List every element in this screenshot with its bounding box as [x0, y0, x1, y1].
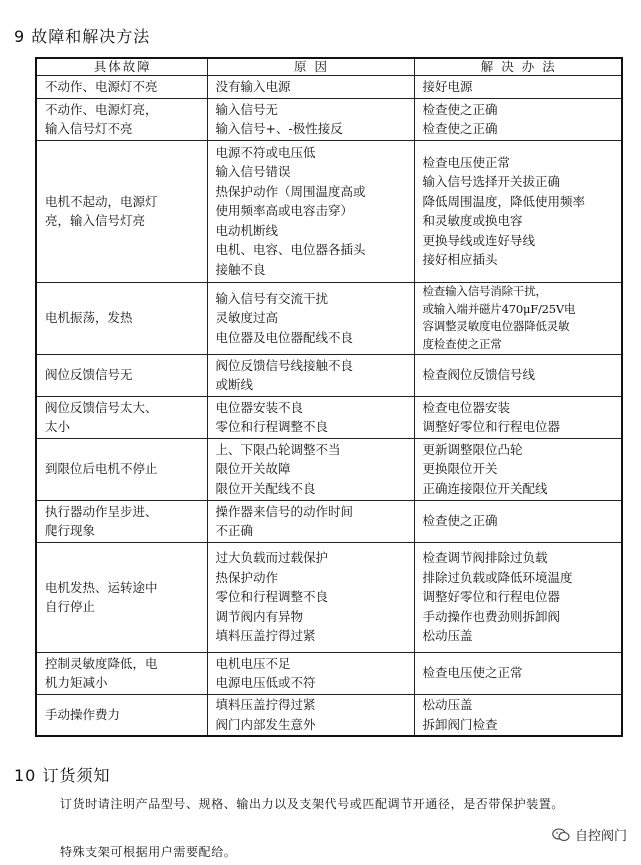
solution-cell	[414, 140, 622, 282]
cause-cell	[207, 98, 414, 140]
fault-cell-text: 阀位反馈信号无	[45, 367, 133, 383]
solution-cell	[414, 75, 622, 98]
table-row	[36, 438, 622, 500]
bracket-note-text: 特殊支架可根据用户需要配给。	[60, 845, 237, 859]
cause-cell-text: 上、下限凸轮调整不当 限位开关故障 限位开关配线不良	[215, 441, 341, 496]
solution-cell	[414, 354, 622, 396]
cause-cell-text: 填料压盖拧得过紧 阀门内部发生意外	[215, 697, 316, 732]
table-row	[36, 396, 622, 438]
fault-cell-text: 手动操作费力	[45, 707, 121, 722]
solution-cell	[414, 396, 622, 438]
solution-cell-text: 检查电压使之正常	[422, 665, 523, 681]
solution-cell	[414, 282, 622, 354]
solution-cell-text: 检查电压使正常 输入信号选择开关拔正确 降低周围温度，降低使用频率 和灵敏度或换电容 更换导线或连好导线 接好相应插头	[422, 154, 586, 267]
cause-cell	[207, 652, 414, 694]
cause-cell-text: 输入信号无 输入信号+、-极性接反	[215, 101, 343, 136]
solution-cell-text: 检查电位器安装 调整好零位和行程电位器	[422, 399, 561, 434]
table-row	[36, 542, 622, 652]
cause-cell	[207, 694, 414, 736]
solution-cell-text: 检查输入信号消除干扰， 或输入端并磁片470μF/25V电 容调整灵敏度电位器降低灵敏 度检查使之正常	[422, 284, 576, 351]
cause-cell	[207, 542, 414, 652]
fault-cell	[36, 542, 207, 652]
table-row	[36, 282, 622, 354]
table-row	[36, 694, 622, 736]
cause-cell-text: 电源不符或电压低 输入信号错误 热保护动作（周围温度高或 使用频率高或电容击穿） 电动机断线 电机、电容、电位器各插头 接触不良	[215, 144, 366, 277]
cause-cell-text: 过大负载而过载保护 热保护动作 零位和行程调整不良 调节阀内有异物 填料压盖拧得过紧	[215, 550, 329, 644]
fault-cell	[36, 140, 207, 282]
cause-cell-text: 电位器安装不良 零位和行程调整不良	[215, 399, 329, 434]
watermark	[552, 825, 627, 844]
table-row	[36, 140, 622, 282]
fault-cell-text: 电机振荡，发热	[45, 310, 133, 326]
solution-cell	[414, 500, 622, 542]
solution-cell-text: 接好电源	[422, 78, 473, 94]
fault-cell-text: 电机发热、运转途中 自行停止	[45, 579, 158, 614]
section-10-title: 10 订货须知	[14, 766, 111, 785]
solution-cell-text: 检查阀位反馈信号线	[422, 367, 536, 383]
fault-cell-text: 不动作、电源灯不亮	[45, 78, 158, 94]
order-note-paragraph	[34, 792, 624, 816]
solution-cell	[414, 98, 622, 140]
watermark-text: 自控阀门	[574, 829, 627, 844]
fault-cell-text: 电机不起动，电源灯 亮，输入信号灯亮	[45, 193, 158, 228]
cause-cell-text: 阀位反馈信号线接触不良 或断线	[215, 357, 354, 392]
header-cause: 原 因	[207, 58, 414, 75]
solution-cell	[414, 652, 622, 694]
cause-cell-text: 电机电压不足 电源电压低或不符	[215, 655, 316, 690]
fault-cell-text: 执行器动作呈步进、 爬行现象	[45, 503, 158, 538]
cause-cell	[207, 354, 414, 396]
section-9-title: 9 故障和解决方法	[14, 27, 151, 46]
fault-cell	[36, 354, 207, 396]
cause-cell-text: 输入信号有交流干扰 灵敏度过高 电位器及电位器配线不良	[215, 290, 354, 345]
cause-cell	[207, 500, 414, 542]
fault-cell	[36, 652, 207, 694]
fault-cell-text: 控制灵敏度降低，电 机力矩减小	[45, 655, 158, 690]
header-fault: 具体故障	[36, 58, 207, 75]
fault-table	[35, 57, 623, 737]
fault-cell-text: 阀位反馈信号太大、 太小	[45, 399, 158, 434]
solution-cell-text: 松动压盖 拆卸阀门检查	[422, 697, 498, 732]
table-row	[36, 500, 622, 542]
solution-cell-text: 检查使之正确 检查使之正确	[422, 101, 498, 136]
cause-cell	[207, 140, 414, 282]
solution-cell-text: 更新调整限位凸轮 更换限位开关 正确连接限位开关配线	[422, 441, 548, 496]
fault-cell	[36, 500, 207, 542]
table-row	[36, 75, 622, 98]
table-row	[36, 652, 622, 694]
solution-cell	[414, 438, 622, 500]
solution-cell	[414, 694, 622, 736]
cause-cell	[207, 438, 414, 500]
fault-cell-text: 不动作、电源灯亮， 输入信号灯不亮	[45, 101, 158, 136]
solution-cell-text: 检查使之正确	[422, 513, 498, 529]
cause-cell	[207, 396, 414, 438]
fault-cell	[36, 396, 207, 438]
bracket-note-paragraph	[34, 840, 624, 864]
cause-cell-text: 没有输入电源	[215, 78, 291, 94]
solution-cell-text: 检查调节阀排除过负载 排除过负载或降低环境温度 调整好零位和行程电位器 手动操作也费劲则拆卸阀 松动压盖	[422, 550, 573, 644]
cause-cell	[207, 282, 414, 354]
cause-cell	[207, 75, 414, 98]
fault-cell	[36, 75, 207, 98]
cause-cell-text: 操作器来信号的动作时间 不正确	[215, 503, 354, 538]
fault-cell	[36, 98, 207, 140]
fault-cell-text: 到限位后电机不停止	[45, 461, 158, 477]
fault-cell	[36, 694, 207, 736]
table-row	[36, 98, 622, 140]
table-row	[36, 354, 622, 396]
wechat-icon	[552, 828, 570, 842]
order-note-text: 订货时请注明产品型号、规格、输出力以及支架代号或匹配调节开通径，是否带保护装置。	[60, 797, 565, 811]
fault-cell	[36, 282, 207, 354]
header-solution: 解 决 办 法	[414, 58, 622, 75]
fault-cell	[36, 438, 207, 500]
solution-cell	[414, 542, 622, 652]
